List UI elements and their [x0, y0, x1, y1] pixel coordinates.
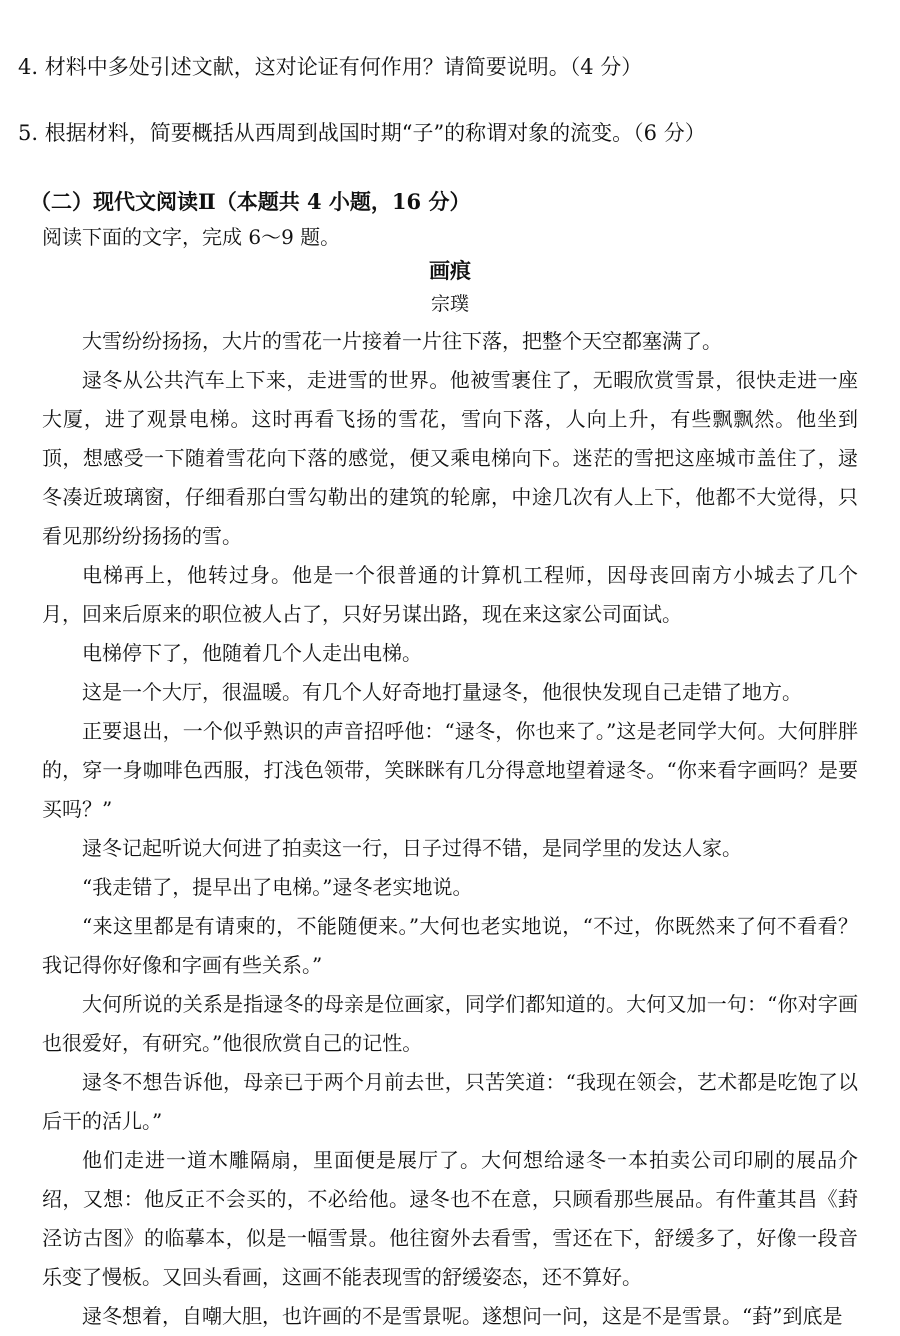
article-paragraph: 大何所说的关系是指逯冬的母亲是位画家，同学们都知道的。大何又加一句：“你对字画也很爱好，有研究。”他很欣赏自己的记性。 [42, 992, 858, 1055]
article-title: 画痕 [429, 258, 471, 283]
section-heading: （二）现代文阅读Ⅱ（本题共 4 小题，16 分） [30, 189, 471, 214]
article-paragraph: 逯冬记起听说大何进了拍卖这一行，日子过得不错，是同学里的发达人家。 [82, 836, 742, 860]
article-paragraph: 电梯再上，他转过身。他是一个很普通的计算机工程师，因母丧回南方小城去了几个月，回来后原来的职位被人占了，只好另谋出路，现在来这家公司面试。 [42, 563, 858, 626]
article-paragraph: 逯冬不想告诉他，母亲已于两个月前去世，只苦笑道：“我现在领会，艺术都是吃饱了以后干的活儿。” [42, 1070, 858, 1133]
article-paragraph: 他们走进一道木雕隔扇，里面便是展厅了。大何想给逯冬一本拍卖公司印刷的展品介绍，又想：他反正不会买的，不必给他。逯冬也不在意，只顾看那些展品。有件董其昌《葑泾访古图》的临摹本，似是一幅雪景。他往窗外去看雪，雪还在下，舒缓多了，好像一段音乐变了慢板。又回头看画，这画不能表现雪的舒缓姿态，还不算好。 [42, 1148, 858, 1289]
article-paragraph: “来这里都是有请柬的，不能随便来。”大何也老实地说，“不过，你既然来了何不看看？我记得你好像和字画有些关系。” [42, 914, 858, 977]
article-paragraph: “我走错了，提早出了电梯。”逯冬老实地说。 [82, 875, 473, 899]
article-paragraph: 逯冬从公共汽车上下来，走进雪的世界。他被雪裹住了，无暇欣赏雪景，很快走进一座大厦，进了观景电梯。这时再看飞扬的雪花，雪向下落，人向上升，有些飘飘然。他坐到顶，想感受一下随着雪花向下落的感觉，便又乘电梯向下。迷茫的雪把这座城市盖住了，逯冬凑近玻璃窗，仔细看那白雪勾勒出的建筑的轮廓，中途几次有人上下，他都不大觉得，只看见那纷纷扬扬的雪。 [42, 368, 858, 548]
article-paragraph: 电梯停下了，他随着几个人走出电梯。 [82, 641, 422, 665]
article-paragraph: 这是一个大厅，很温暖。有几个人好奇地打量逯冬，他很快发现自己走错了地方。 [82, 680, 802, 704]
section-instruction: 阅读下面的文字，完成 6～9 题。 [42, 225, 341, 249]
article-paragraph: 逯冬想着，自嘲大胆，也许画的不是雪景呢。遂想问一问，这是不是雪景。“葑”到底是 [82, 1304, 843, 1328]
question-5: 5. 根据材料，简要概括从西周到战国时期“子”的称谓对象的流变。（6 分） [18, 121, 706, 145]
article-author: 宗璞 [430, 293, 469, 315]
question-4: 4. 材料中多处引述文献，这对论证有何作用？请简要说明。（4 分） [18, 55, 643, 79]
article-paragraph: 大雪纷纷扬扬，大片的雪花一片接着一片往下落，把整个天空都塞满了。 [82, 329, 722, 353]
article-paragraph: 正要退出，一个似乎熟识的声音招呼他：“逯冬，你也来了。”这是老同学大何。大何胖胖的，穿一身咖啡色西服，打浅色领带，笑眯眯有几分得意地望着逯冬。“你来看字画吗？是要买吗？” [42, 719, 858, 821]
